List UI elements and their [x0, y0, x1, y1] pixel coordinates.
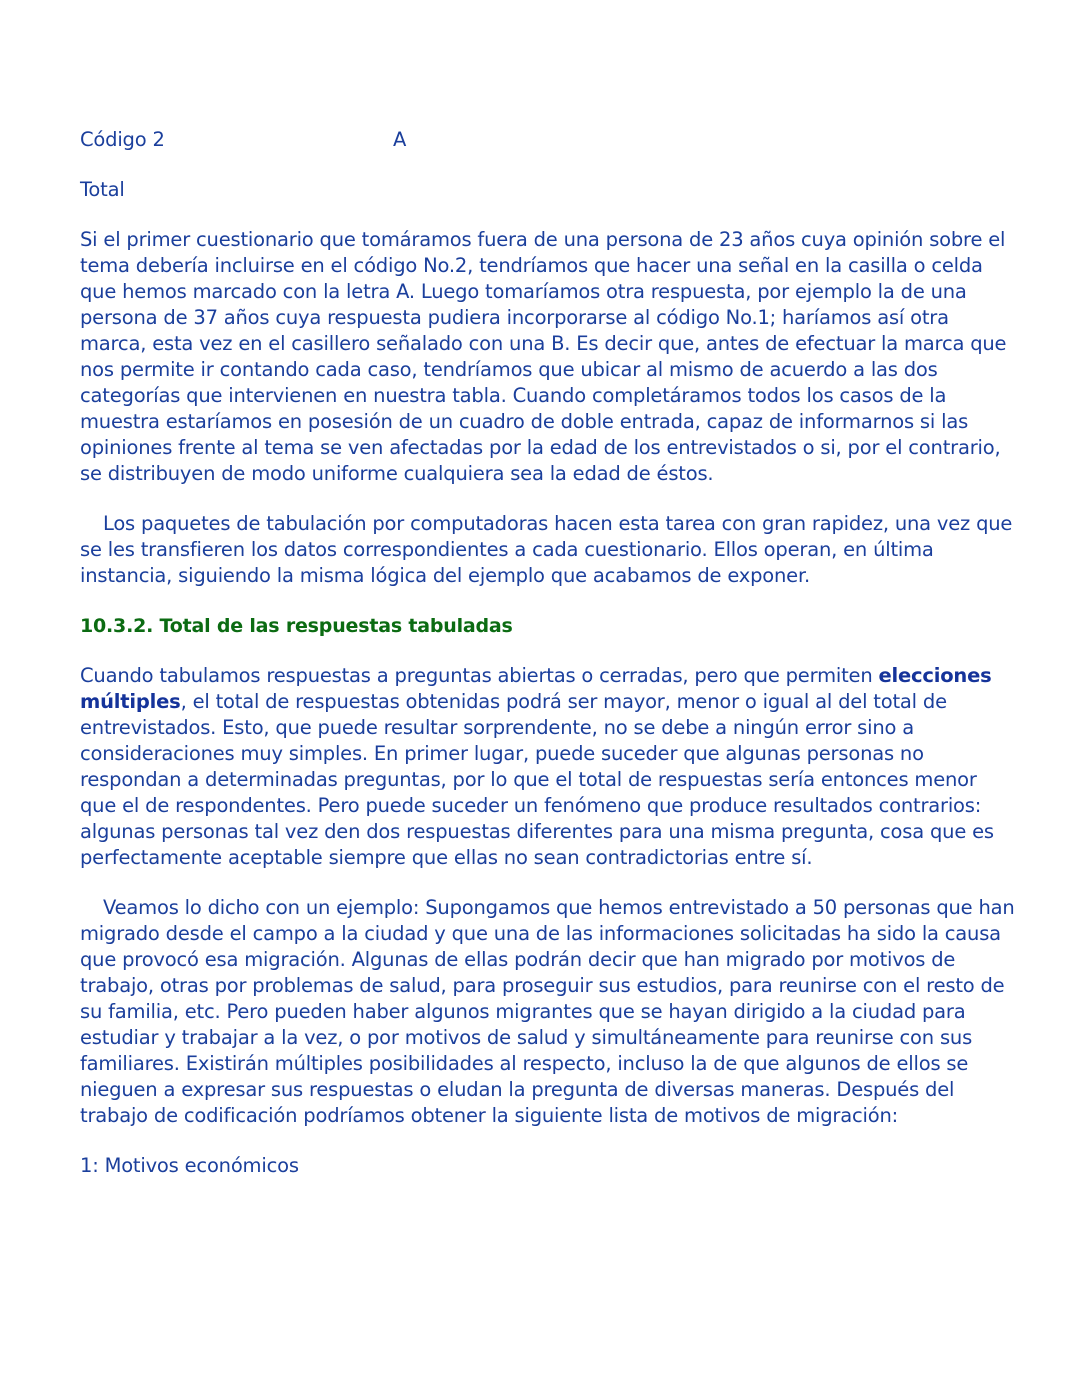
list-item: 1: Motivos económicos	[80, 1154, 299, 1177]
paragraph-3-end: , el total de respuestas obtenidas podrá ser mayor, menor o igual al del total de entrevistados. Esto, que puede resultar sorprendente, no se debe a ningún error sino a consideraciones muy simples. En primer lugar, puede suceder que algunas personas no respondan a determinadas preguntas, por lo que el total de respuestas sería entonces menor que el de respondentes. Pero puede suceder un fenómeno que produce resultados contrarios: algunas personas tal vez den dos respuestas diferentes para una misma pregunta, cosa que es perfectamente aceptable siempre que ellas no sean contradictorias entre sí.	[80, 690, 994, 869]
paragraph-2: Los paquetes de tabulación por computadoras hacen esta tarea con gran rapidez, una vez que se les transfieren los datos correspondientes a cada cuestionario. Ellos operan, en última instancia, siguiendo la misma lógica del ejemplo que acabamos de exponer.	[80, 512, 1013, 587]
table-row-code-2	[80, 127, 1015, 155]
document-page	[80, 127, 1015, 1179]
cell-mark-a: A	[393, 128, 407, 151]
paragraph-1: Si el primer cuestionario que tomáramos fuera de una persona de 23 años cuya opinión sobre el tema debería incluirse en el código No.2, tendríamos que hacer una señal en la casilla o celda que hemos marcado con la letra A. Luego tomaríamos otra respuesta, por ejemplo la de una persona de 37 años cuya respuesta pudiera incorporarse al código No.1; haríamos así otra marca, esta vez en el casillero señalado con una B. Es decir que, antes de efectuar la marca que nos permite ir contando cada caso, tendríamos que ubicar al mismo de acuerdo a las dos categorías que intervienen en nuestra tabla. Cuando completáramos todos los casos de la muestra estaríamos en posesión de un cuadro de doble entrada, capaz de informarnos si las opiniones frente al tema se ven afectadas por la edad de los entrevistados o si, por el contrario, se distribuyen de modo uniforme cualquiera sea la edad de éstos.	[80, 228, 1007, 485]
section-heading: 10.3.2. Total de las respuestas tabuladas	[80, 615, 513, 637]
total-row	[80, 177, 1015, 203]
bold-term: elecciones múltiples	[80, 664, 992, 713]
paragraph-3-start: Cuando tabulamos respuestas a preguntas abiertas o cerradas, pero que permiten	[80, 664, 879, 687]
total-label: Total	[80, 178, 125, 201]
paragraph-4: Veamos lo dicho con un ejemplo: Supongamos que hemos entrevistado a 50 personas que han migrado desde el campo a la ciudad y que una de las informaciones solicitadas ha sido la causa que provocó esa migración. Algunas de ellas podrán decir que han migrado por motivos de trabajo, otras por problemas de salud, para proseguir sus estudios, para reunirse con el resto de su familia, etc. Pero pueden haber algunos migrantes que se hayan dirigido a la ciudad para estudiar y trabajar a la vez, o por motivos de salud y simultáneamente para reunirse con sus familiares. Existirán múltiples posibilidades al respecto, incluso la de que algunos de ellos se nieguen a expresar sus respuestas o eludan la pregunta de diversas maneras. Después del trabajo de codificación podríamos obtener la siguiente lista de motivos de migración:	[80, 896, 1015, 1127]
code-label: Código 2	[80, 128, 165, 151]
paragraph-3	[80, 663, 1015, 871]
